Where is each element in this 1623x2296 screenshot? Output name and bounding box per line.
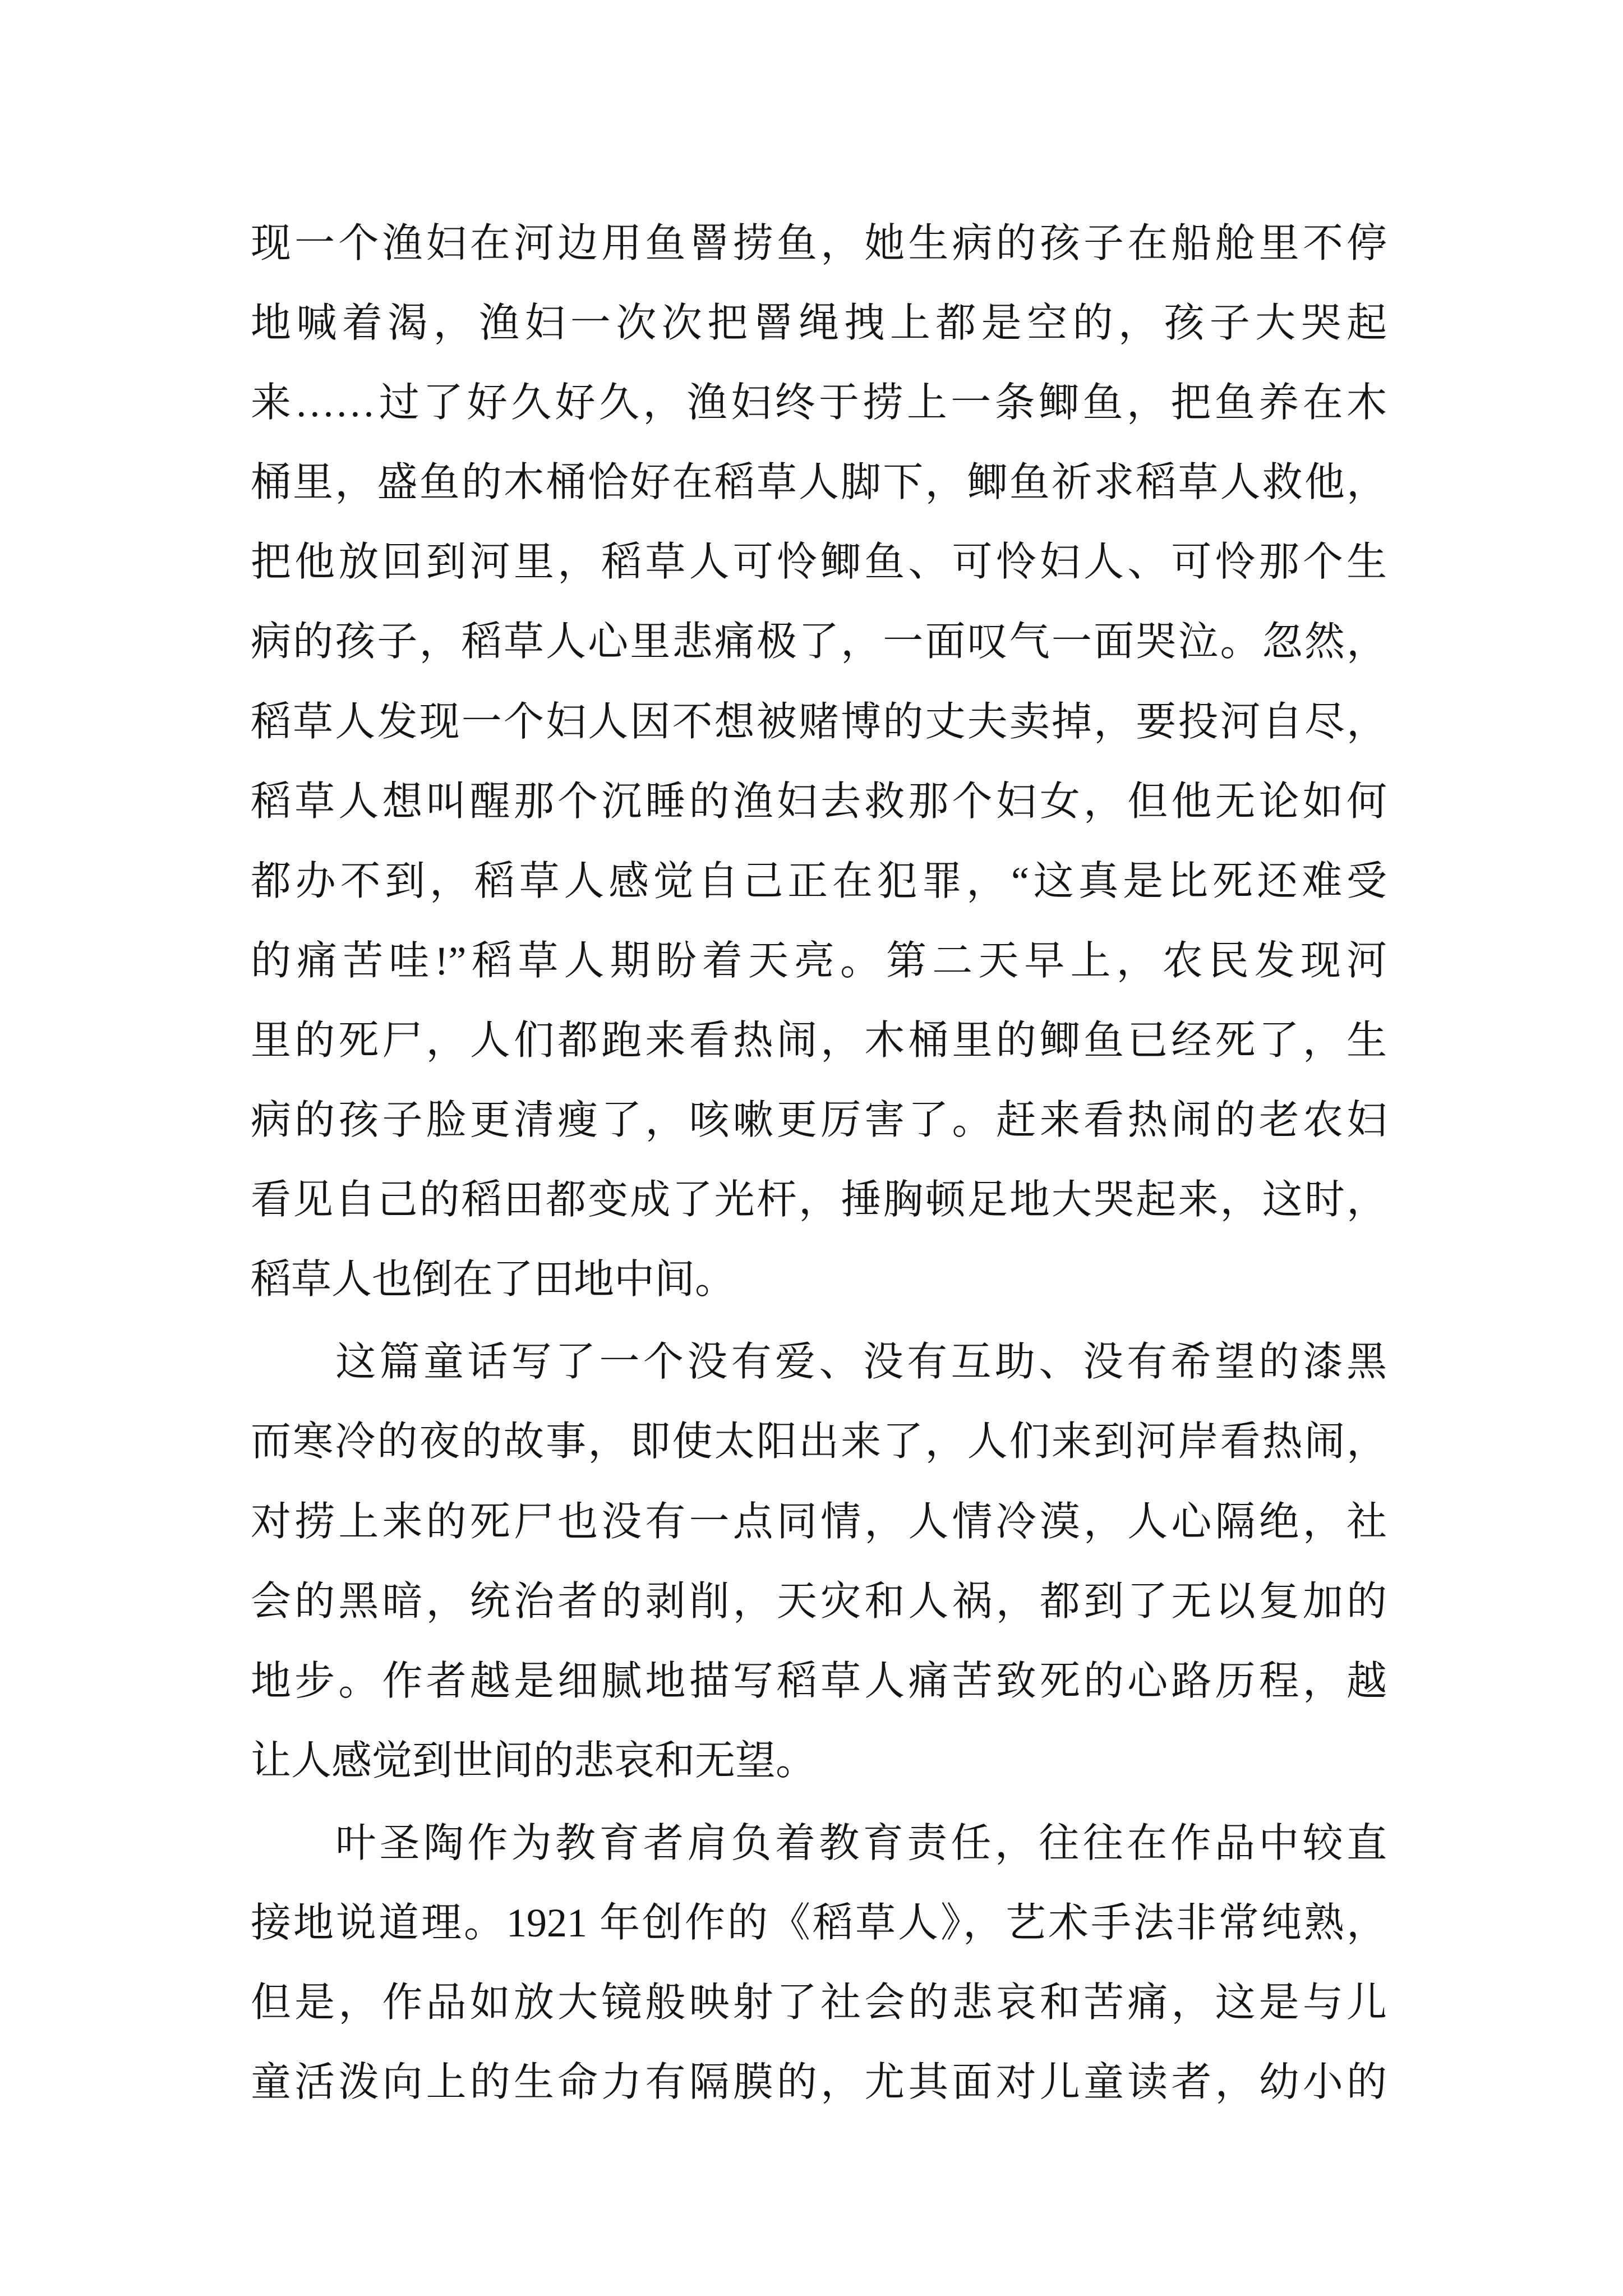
text-line: 但是，作品如放大镜般映射了社会的悲哀和苦痛，这是与儿 <box>251 1980 1387 2026</box>
text-line: 地步。作者越是细腻地描写稻草人痛苦致死的心路历程，越 <box>251 1658 1387 1704</box>
text-line: 都办不到，稻草人感觉自己正在犯罪，“这真是比死还难受 <box>251 858 1387 904</box>
text-line: 稻草人发现一个妇人因不想被赌博的丈夫卖掉，要投河自尽， <box>251 699 1387 744</box>
text-line: 看见自己的稻田都变成了光杆，捶胸顿足地大哭起来，这时， <box>251 1177 1387 1223</box>
text-line: 的痛苦哇!”稻草人期盼着天亮。第二天早上，农民发现河 <box>251 938 1387 983</box>
paragraph-3 <box>251 1803 1387 2122</box>
text-line: 而寒冷的夜的故事，即使太阳出来了，人们来到河岸看热闹， <box>251 1419 1387 1465</box>
text-line: 把他放回到河里，稻草人可怜鲫鱼、可怜妇人、可怜那个生 <box>251 540 1387 585</box>
text-line: 稻草人也倒在了田地中间。 <box>251 1257 736 1303</box>
paragraph-2 <box>251 1322 1387 1801</box>
text-line: 让人感觉到世间的悲哀和无望。 <box>251 1738 817 1783</box>
text-line: 叶圣陶作为教育者肩负着教育责任，往往在作品中较直 <box>335 1820 1387 1866</box>
text-line: 病的孩子脸更清瘦了，咳嗽更厉害了。赶来看热闹的老农妇 <box>251 1098 1387 1143</box>
text-line: 童活泼向上的生命力有隔膜的，尤其面对儿童读者，幼小的 <box>251 2060 1387 2105</box>
text-line: 地喊着渴，渔妇一次次把罾绳拽上都是空的，孩子大哭起 <box>251 301 1387 346</box>
text-line: 稻草人想叫醒那个沉睡的渔妇去救那个妇女，但他无论如何 <box>251 779 1387 824</box>
text-line: 病的孩子，稻草人心里悲痛极了，一面叹气一面哭泣。忽然， <box>251 619 1387 665</box>
body-text <box>251 204 1387 2122</box>
text-line: 桶里，盛鱼的木桶恰好在稻草人脚下，鲫鱼祈求稻草人救他， <box>251 460 1387 505</box>
text-line: 会的黑暗，统治者的剥削，天灾和人祸，都到了无以复加的 <box>251 1579 1387 1624</box>
text-line: 对捞上来的死尸也没有一点同情，人情冷漠，人心隔绝，社 <box>251 1499 1387 1544</box>
text-line: 接地说道理。1921 年创作的《稻草人》，艺术手法非常纯熟， <box>251 1900 1387 1945</box>
text-line: 里的死尸，人们都跑来看热闹，木桶里的鲫鱼已经死了，生 <box>251 1018 1387 1063</box>
text-line: 这篇童话写了一个没有爱、没有互助、没有希望的漆黑 <box>335 1340 1387 1385</box>
text-line: 来……过了好久好久，渔妇终于捞上一条鲫鱼，把鱼养在木 <box>251 380 1387 426</box>
paragraph-1 <box>251 204 1387 1319</box>
text-line: 现一个渔妇在河边用鱼罾捞鱼，她生病的孩子在船舱里不停 <box>251 221 1387 266</box>
